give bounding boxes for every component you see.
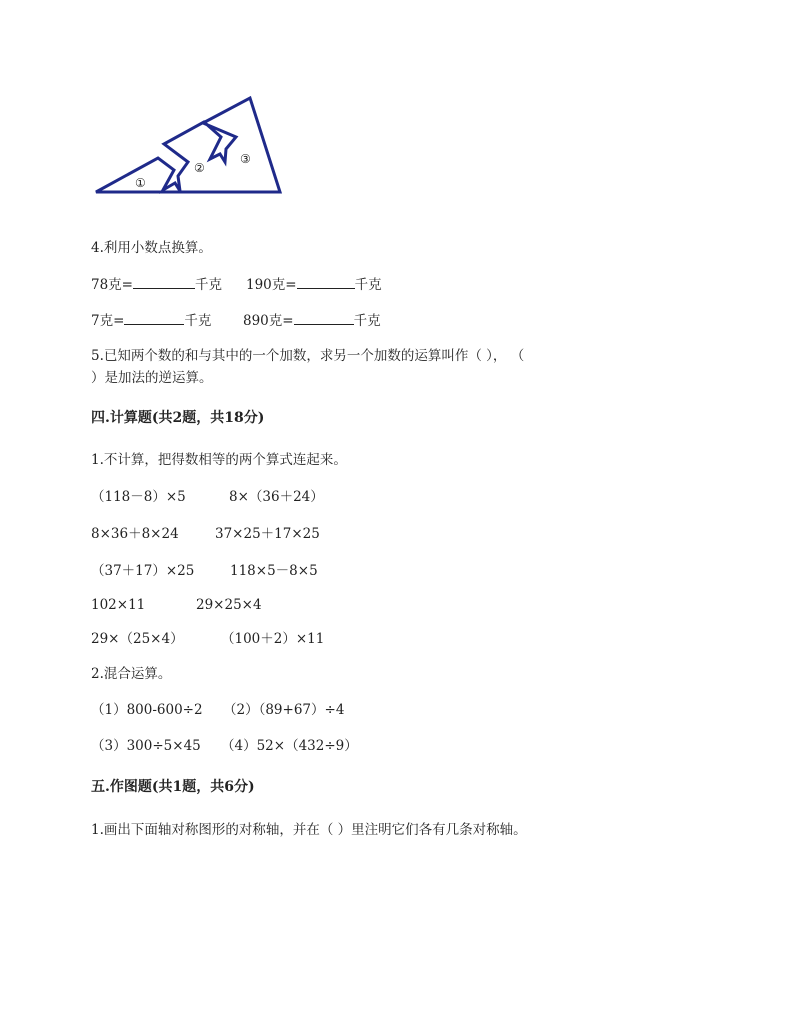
- q4-row2-a-prefix: 7克=: [91, 313, 125, 329]
- left-expression: （118－8）×5: [91, 489, 186, 505]
- piece-1-label: ①: [135, 176, 146, 190]
- section-5-heading: 五.作图题(共1题，共6分): [91, 779, 255, 795]
- triangle-outline: [96, 98, 280, 192]
- right-expression: 8×（36＋24）: [229, 489, 324, 505]
- pair-row-3: [91, 562, 318, 580]
- q4-title: 4.利用小数点换算。: [91, 240, 212, 256]
- section-4-heading: 四.计算题(共2题，共18分): [91, 410, 265, 426]
- answer-blank[interactable]: [133, 276, 195, 289]
- right-expression: 37×25＋17×25: [215, 526, 320, 542]
- triangle-puzzle-figure: [90, 92, 290, 202]
- left-expression: 102×11: [91, 597, 146, 613]
- right-expression: （100＋2）×11: [221, 631, 325, 647]
- q5-line-1: 5.已知两个数的和与其中的一个加数，求另一个加数的运算叫作（ ）， （: [91, 348, 525, 364]
- s5-q1-text: 1.画出下面轴对称图形的对称轴，并在（ ）里注明它们各有几条对称轴。: [91, 822, 527, 838]
- q4-row1-a-suffix: 千克: [195, 277, 222, 293]
- piece-2-label: ②: [194, 161, 205, 175]
- pair-row-4: [91, 596, 262, 614]
- left-expression: （37＋17）×25: [91, 563, 195, 579]
- calc-item: （2）（89+67）÷4: [223, 702, 345, 718]
- calc-item: （4）52×（432÷9）: [221, 738, 358, 754]
- q4-row1-b-prefix: 190克=: [246, 277, 297, 293]
- s4-q2-title: 2.混合运算。: [91, 666, 172, 682]
- q4-row-2: [91, 312, 381, 330]
- s4-q1-title: 1.不计算，把得数相等的两个算式连起来。: [91, 452, 347, 468]
- piece-3-label: ③: [240, 152, 251, 166]
- q4-row2-a-suffix: 千克: [184, 313, 212, 329]
- right-expression: 29×25×4: [196, 597, 262, 613]
- q4-row2-b-prefix: 890克=: [243, 313, 294, 329]
- pair-row-1: [91, 488, 324, 506]
- q5-line-2: ）是加法的逆运算。: [91, 370, 213, 386]
- pair-row-5: [91, 630, 325, 648]
- calc-item: （3）300÷5×45: [91, 738, 201, 754]
- q4-row1-a-prefix: 78克=: [91, 277, 133, 293]
- answer-blank[interactable]: [297, 276, 355, 289]
- answer-blank[interactable]: [124, 312, 184, 325]
- calc-row-2: [91, 737, 358, 755]
- calc-item: （1）800-600÷2: [91, 702, 203, 718]
- left-expression: 29×（25×4）: [91, 631, 184, 647]
- pair-row-2: [91, 525, 320, 543]
- left-expression: 8×36＋8×24: [91, 526, 179, 542]
- q4-row-1: [91, 276, 382, 294]
- calc-row-1: [91, 701, 345, 719]
- answer-blank[interactable]: [294, 312, 354, 325]
- q4-row2-b-suffix: 千克: [353, 313, 381, 329]
- q4-row1-b-suffix: 千克: [354, 277, 382, 293]
- right-expression: 118×5－8×5: [230, 563, 318, 579]
